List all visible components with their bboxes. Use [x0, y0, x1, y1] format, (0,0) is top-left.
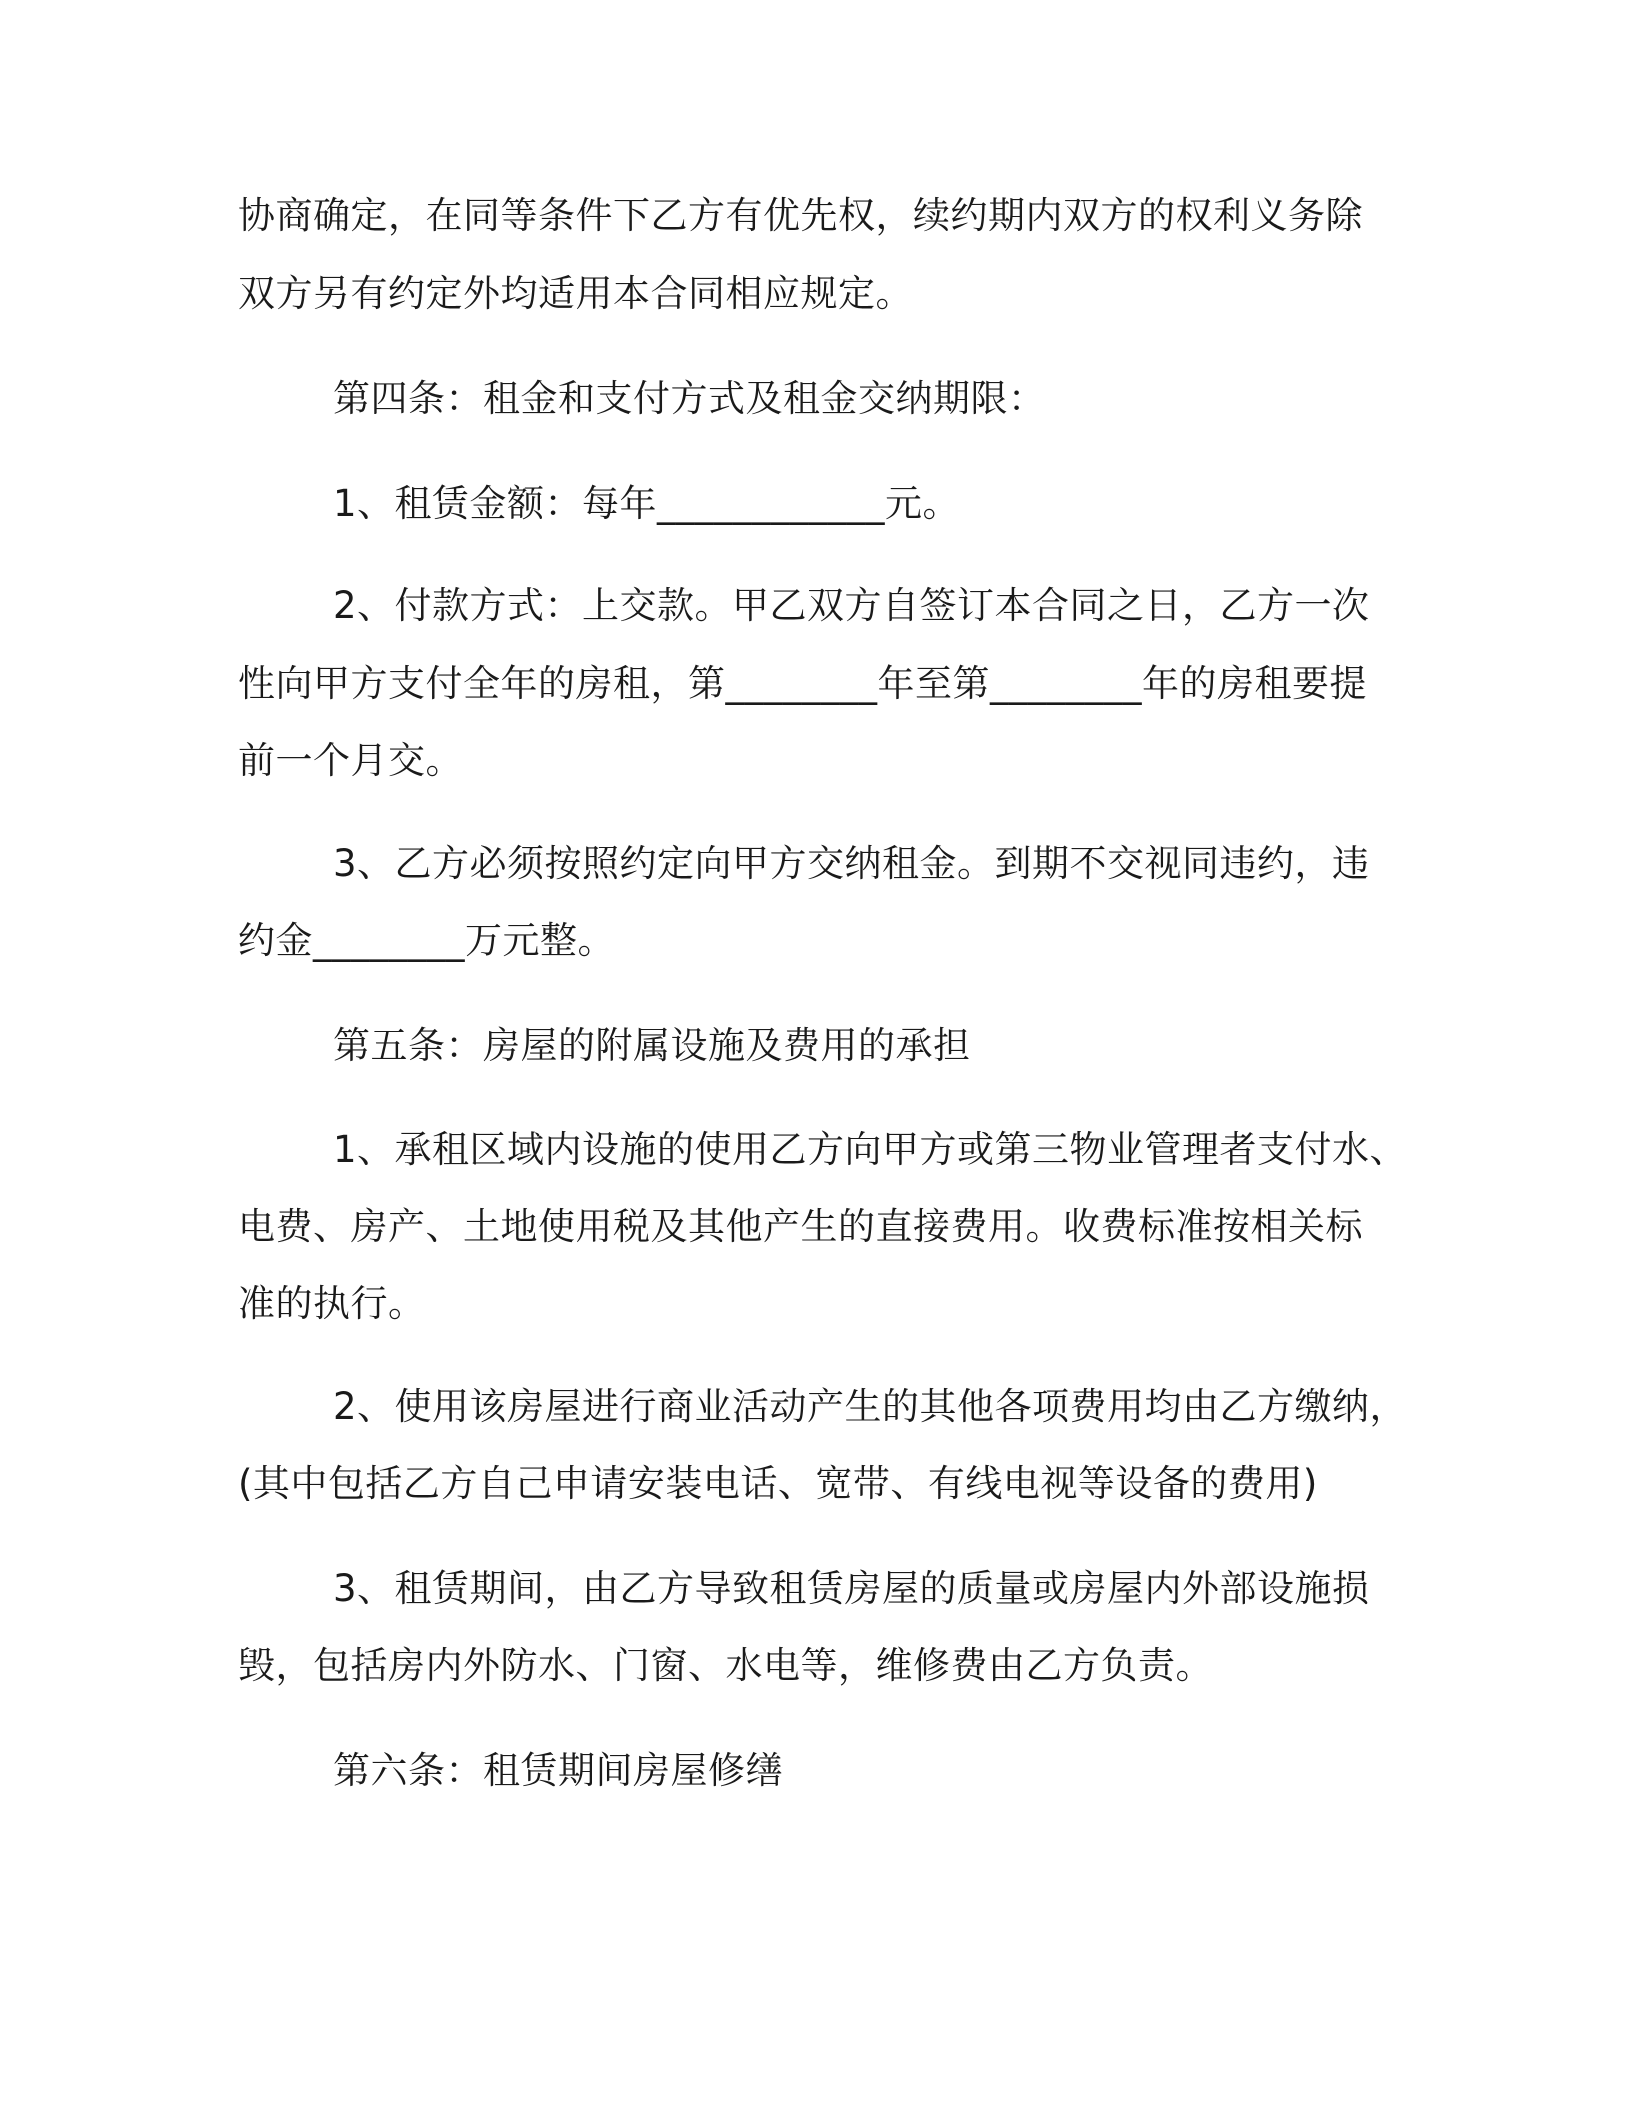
clause-line: 3、租赁期间，由乙方导致租赁房屋的质量或房屋内外部设施损	[333, 1567, 1370, 1610]
clause-line: 3、乙方必须按照约定向甲方交纳租金。到期不交视同违约，违	[333, 842, 1370, 885]
clause-line: (其中包括乙方自己申请安装电话、宽带、有线电视等设备的费用)	[238, 1462, 1318, 1505]
clause-line: 毁，包括房内外防水、门窗、水电等，维修费由乙方负责。	[238, 1644, 1213, 1687]
clause-line: 约金________万元整。	[238, 919, 615, 962]
clause-line: 准的执行。	[238, 1282, 426, 1325]
section-heading-4: 第四条：租金和支付方式及租金交纳期限：	[333, 377, 1046, 420]
paragraph-line: 协商确定，在同等条件下乙方有优先权，续约期内双方的权利义务除	[238, 194, 1363, 237]
clause-line: 性向甲方支付全年的房租，第________年至第________年的房租要提	[238, 662, 1367, 705]
clause-line: 1、承租区域内设施的使用乙方向甲方或第三物业管理者支付水、	[333, 1128, 1408, 1171]
clause-line: 前一个月交。	[238, 739, 463, 782]
clause-line: 2、使用该房屋进行商业活动产生的其他各项费用均由乙方缴纳，	[333, 1385, 1408, 1428]
section-heading-5: 第五条：房屋的附属设施及费用的承担	[333, 1024, 971, 1067]
section-heading-6: 第六条：租赁期间房屋修缮	[333, 1749, 783, 1792]
paragraph-line: 双方另有约定外均适用本合同相应规定。	[238, 272, 913, 315]
clause-line: 电费、房产、土地使用税及其他产生的直接费用。收费标准按相关标	[238, 1205, 1363, 1248]
clause-line: 1、租赁金额：每年____________元。	[333, 482, 961, 525]
clause-line: 2、付款方式：上交款。甲乙双方自签订本合同之日，乙方一次	[333, 584, 1370, 627]
